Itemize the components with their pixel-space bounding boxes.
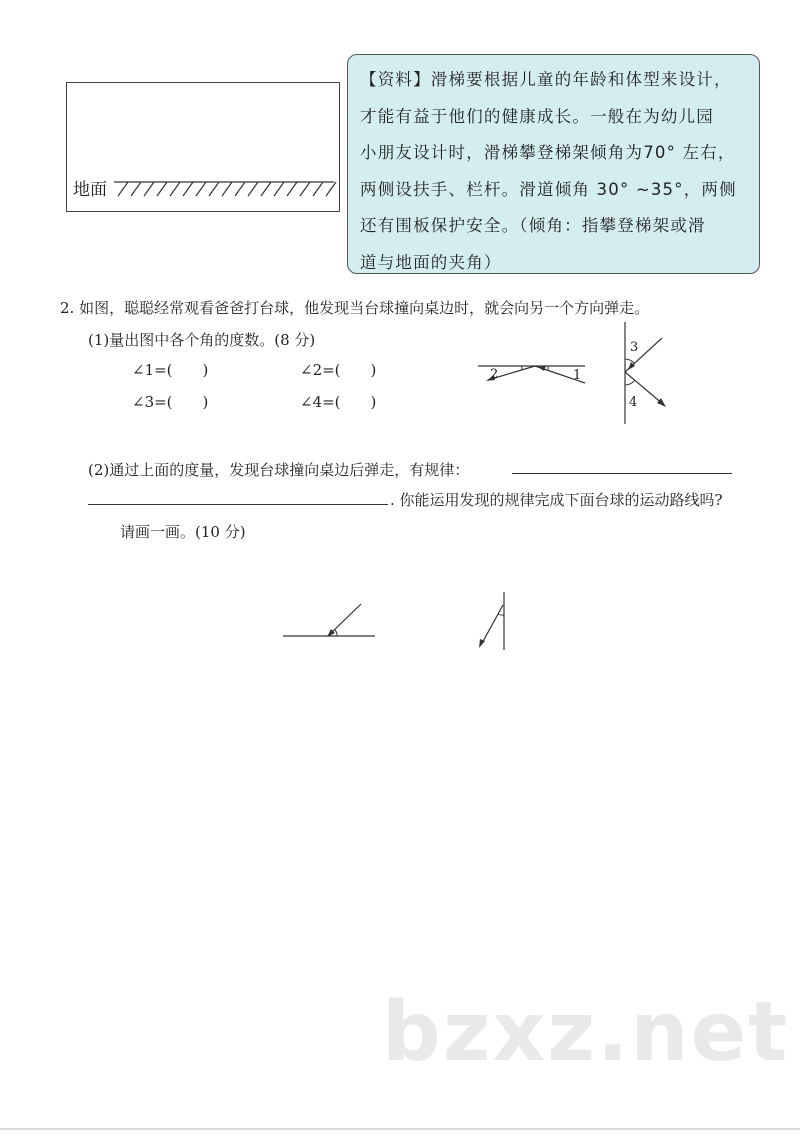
angle-3-answer[interactable]: ∠3=( ) [132, 393, 209, 411]
info-line-5: 还有围板保护安全。（倾角：指攀登梯架或滑 [360, 216, 706, 235]
info-line-2: 才能有益于他们的健康成长。一般在为幼儿园 [360, 106, 714, 126]
angle-label-3: 3 [630, 340, 639, 355]
info-line-4: 两侧设扶手、栏杆。滑道倾角 30° ~35°，两侧 [360, 179, 737, 199]
angle-4-answer[interactable]: ∠4=( ) [300, 393, 377, 411]
part-1-prompt: (1)量出图中各个角的度数。(8 分) [88, 331, 316, 349]
angle-label-2: 2 [490, 367, 499, 382]
info-line-3: 小朋友设计时，滑梯攀登梯架倾角为70° 左右， [360, 143, 736, 162]
page-bottom-edge [0, 1128, 800, 1130]
angle-2-answer[interactable]: ∠2=( ) [300, 361, 377, 379]
part-2-prompt-line3: 请画一画。(10 分) [120, 523, 246, 541]
part-2-prompt-line1: (2)通过上面的度量，发现台球撞向桌边后弹走，有规律： [88, 461, 470, 479]
angle-1-answer[interactable]: ∠1=( ) [132, 361, 209, 379]
info-line-1: 【资料】滑梯要根据儿童的年龄和体型来设计， [360, 70, 732, 89]
ground-label: 地面 [73, 180, 107, 200]
part-2-prompt-line2: . 你能运用发现的规律完成下面台球的运动路线吗? [390, 491, 723, 509]
angle-label-4: 4 [629, 395, 638, 410]
watermark: bzxz.net [382, 985, 790, 1080]
question-2-stem: 2. 如图，聪聪经常观看爸爸打台球，他发现当台球撞向桌边时，就会向另一个方向弹走。 [60, 299, 650, 317]
info-line-6: 道与地面的夹角） [360, 252, 502, 272]
angle-label-1: 1 [573, 368, 582, 383]
